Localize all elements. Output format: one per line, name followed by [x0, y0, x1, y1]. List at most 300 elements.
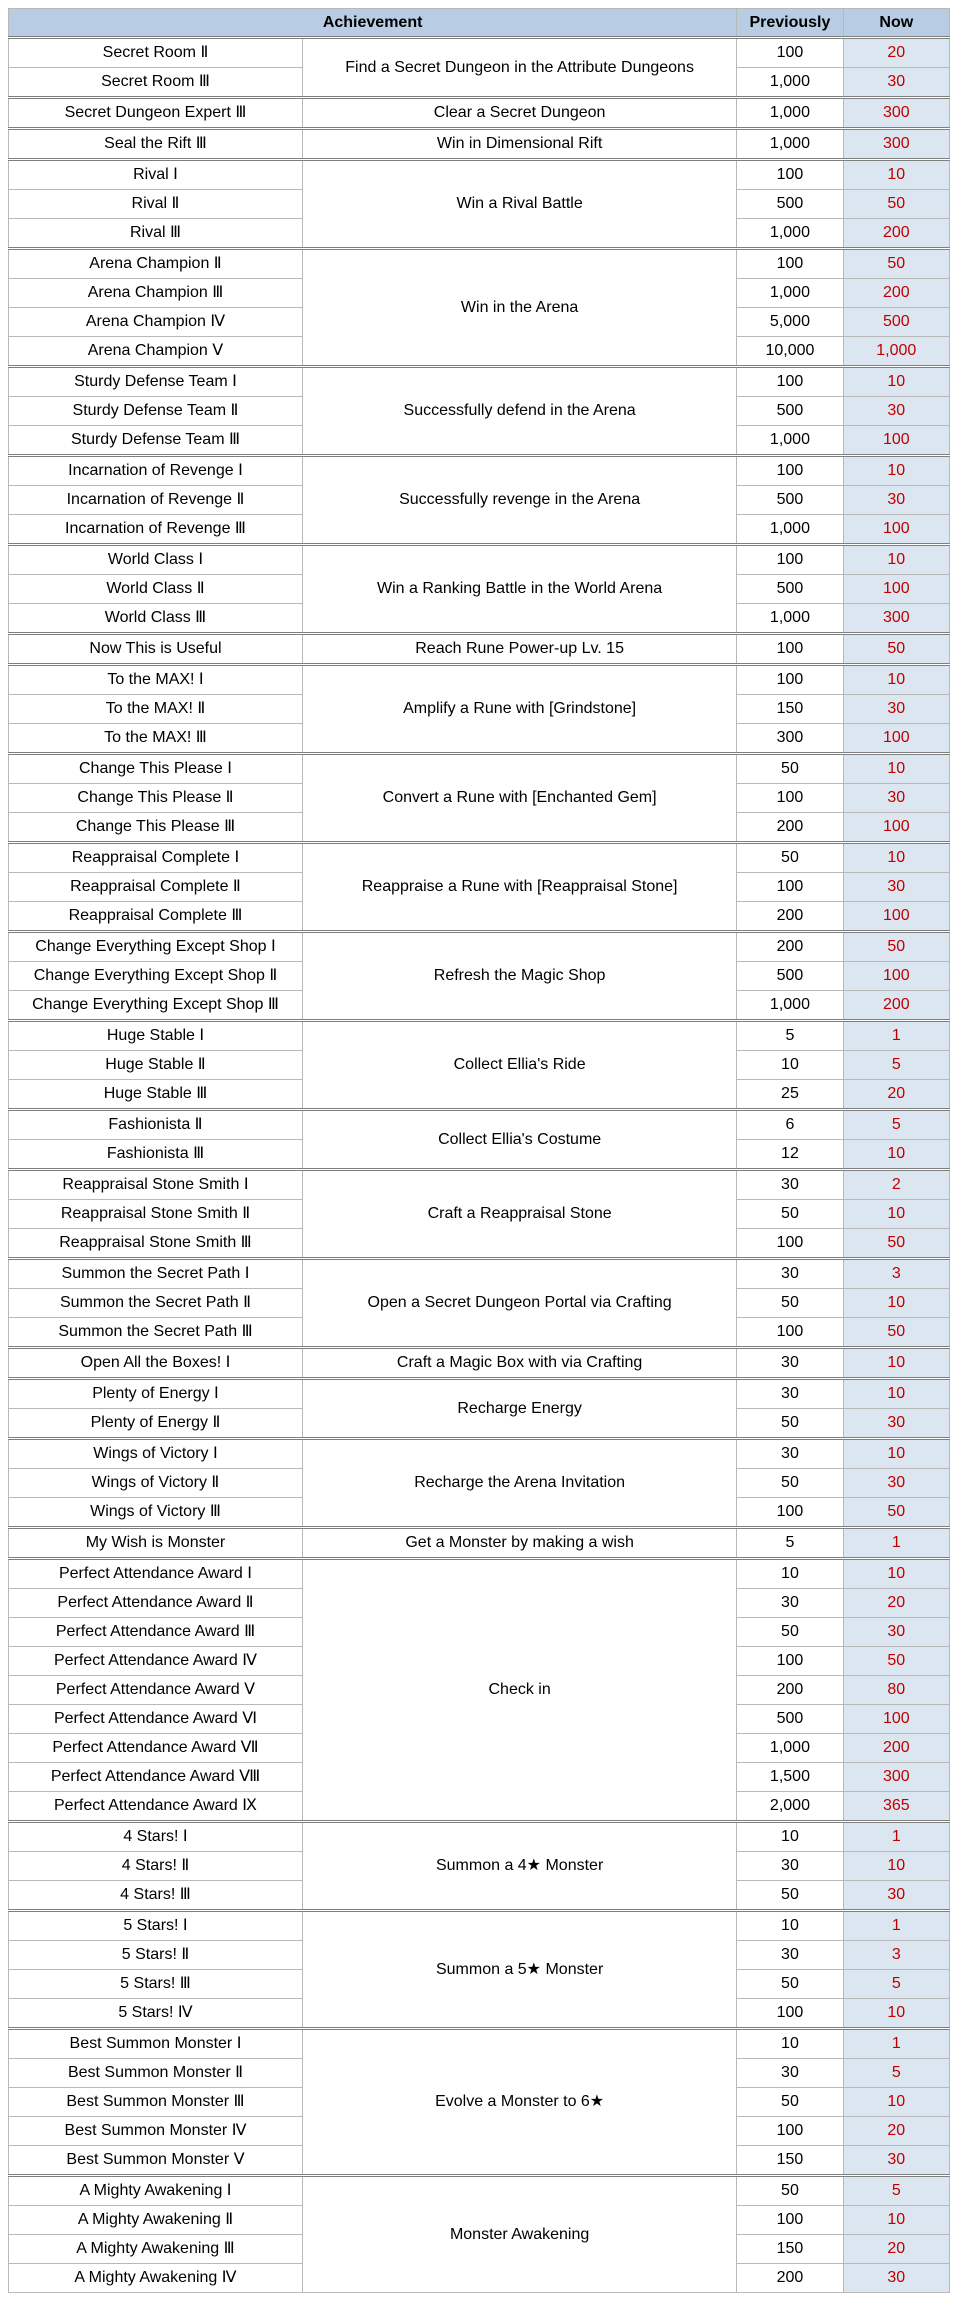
- now-value: 30: [843, 784, 949, 813]
- achievement-condition: Open a Secret Dungeon Portal via Crafting: [302, 1259, 736, 1348]
- now-value: 1: [843, 1822, 949, 1852]
- previous-value: 30: [737, 1589, 843, 1618]
- previous-value: 100: [737, 2206, 843, 2235]
- achievement-name: Best Summon Monster Ⅲ: [9, 2088, 303, 2117]
- previous-value: 30: [737, 1941, 843, 1970]
- table-row: [9, 1379, 950, 1409]
- achievement-group: [9, 1379, 950, 1439]
- previous-value: 10: [737, 1822, 843, 1852]
- achievement-condition: Clear a Secret Dungeon: [302, 98, 736, 129]
- previous-value: 1,000: [737, 279, 843, 308]
- achievement-name: Perfect Attendance Award Ⅵ: [9, 1705, 303, 1734]
- now-value: 80: [843, 1676, 949, 1705]
- now-value: 10: [843, 1439, 949, 1469]
- now-value: 30: [843, 873, 949, 902]
- previous-value: 1,000: [737, 98, 843, 129]
- now-value: 200: [843, 991, 949, 1021]
- table-row: [9, 1021, 950, 1051]
- achievement-name: Arena Champion Ⅱ: [9, 249, 303, 279]
- achievement-name: Reappraisal Complete Ⅱ: [9, 873, 303, 902]
- previous-value: 50: [737, 843, 843, 873]
- achievement-group: [9, 367, 950, 456]
- now-value: 30: [843, 1469, 949, 1498]
- achievement-group: [9, 1439, 950, 1528]
- now-value: 300: [843, 98, 949, 129]
- achievement-group: [9, 2176, 950, 2293]
- previous-value: 100: [737, 545, 843, 575]
- achievement-name: A Mighty Awakening Ⅳ: [9, 2264, 303, 2293]
- now-value: 30: [843, 1409, 949, 1439]
- now-value: 10: [843, 1140, 949, 1170]
- now-value: 20: [843, 2117, 949, 2146]
- now-value: 10: [843, 456, 949, 486]
- achievement-condition: Collect Ellia's Costume: [302, 1110, 736, 1170]
- previous-value: 500: [737, 1705, 843, 1734]
- now-value: 50: [843, 1498, 949, 1528]
- previous-value: 500: [737, 962, 843, 991]
- previous-value: 100: [737, 160, 843, 190]
- achievement-name: Seal the Rift Ⅲ: [9, 129, 303, 160]
- table-row: [9, 843, 950, 873]
- now-value: 30: [843, 1618, 949, 1647]
- previous-value: 30: [737, 1439, 843, 1469]
- table-row: [9, 1822, 950, 1852]
- achievement-condition: Win in Dimensional Rift: [302, 129, 736, 160]
- now-value: 100: [843, 902, 949, 932]
- now-value: 100: [843, 962, 949, 991]
- achievement-name: My Wish is Monster: [9, 1528, 303, 1559]
- previous-value: 100: [737, 367, 843, 397]
- table-row: [9, 932, 950, 962]
- achievement-name: Incarnation of Revenge Ⅰ: [9, 456, 303, 486]
- achievement-name: Best Summon Monster Ⅱ: [9, 2059, 303, 2088]
- achievement-group: [9, 1528, 950, 1559]
- achievement-group: [9, 1259, 950, 1348]
- achievement-name: Summon the Secret Path Ⅰ: [9, 1259, 303, 1289]
- now-value: 10: [843, 1348, 949, 1379]
- now-value: 200: [843, 1734, 949, 1763]
- previous-value: 5: [737, 1528, 843, 1559]
- achievement-condition: Win a Ranking Battle in the World Arena: [302, 545, 736, 634]
- now-value: 300: [843, 1763, 949, 1792]
- achievement-name: Secret Room Ⅲ: [9, 68, 303, 98]
- table-row: [9, 38, 950, 68]
- achievement-condition: Monster Awakening: [302, 2176, 736, 2293]
- previous-value: 10,000: [737, 337, 843, 367]
- achievement-group: [9, 754, 950, 843]
- previous-value: 1,000: [737, 129, 843, 160]
- previous-value: 50: [737, 1618, 843, 1647]
- now-value: 50: [843, 1229, 949, 1259]
- achievement-name: Fashionista Ⅲ: [9, 1140, 303, 1170]
- previous-value: 100: [737, 2117, 843, 2146]
- previous-value: 100: [737, 1229, 843, 1259]
- previous-value: 150: [737, 695, 843, 724]
- achievement-name: Change This Please Ⅰ: [9, 754, 303, 784]
- previous-value: 50: [737, 2176, 843, 2206]
- table-row: [9, 1528, 950, 1559]
- achievement-name: Rival Ⅱ: [9, 190, 303, 219]
- achievement-condition: Successfully defend in the Arena: [302, 367, 736, 456]
- now-value: 10: [843, 2088, 949, 2117]
- achievement-group: [9, 545, 950, 634]
- achievement-condition: Refresh the Magic Shop: [302, 932, 736, 1021]
- achievement-name: Huge Stable Ⅱ: [9, 1051, 303, 1080]
- achievement-name: Perfect Attendance Award Ⅸ: [9, 1792, 303, 1822]
- achievement-name: Rival Ⅰ: [9, 160, 303, 190]
- table-row: [9, 1259, 950, 1289]
- previous-value: 5: [737, 1021, 843, 1051]
- achievement-name: Open All the Boxes! Ⅰ: [9, 1348, 303, 1379]
- now-value: 100: [843, 515, 949, 545]
- achievement-condition: Collect Ellia's Ride: [302, 1021, 736, 1110]
- now-value: 1: [843, 2029, 949, 2059]
- achievement-name: 5 Stars! Ⅰ: [9, 1911, 303, 1941]
- achievement-group: [9, 1822, 950, 1911]
- now-value: 30: [843, 68, 949, 98]
- now-value: 10: [843, 1559, 949, 1589]
- achievement-name: 5 Stars! Ⅱ: [9, 1941, 303, 1970]
- table-row: [9, 2029, 950, 2059]
- now-value: 20: [843, 1080, 949, 1110]
- achievement-condition: Craft a Reappraisal Stone: [302, 1170, 736, 1259]
- table-row: [9, 1559, 950, 1589]
- table-row: [9, 129, 950, 160]
- achievement-name: Change Everything Except Shop Ⅰ: [9, 932, 303, 962]
- achievement-name: Reappraisal Stone Smith Ⅱ: [9, 1200, 303, 1229]
- previous-value: 10: [737, 1559, 843, 1589]
- now-value: 50: [843, 249, 949, 279]
- achievement-name: Secret Room Ⅱ: [9, 38, 303, 68]
- table-row: [9, 634, 950, 665]
- achievement-group: [9, 249, 950, 367]
- now-value: 100: [843, 813, 949, 843]
- previous-value: 100: [737, 38, 843, 68]
- now-value: 300: [843, 129, 949, 160]
- previous-value: 1,000: [737, 1734, 843, 1763]
- achievement-name: World Class Ⅱ: [9, 575, 303, 604]
- previous-value: 200: [737, 813, 843, 843]
- now-value: 3: [843, 1259, 949, 1289]
- header-previously: Previously: [737, 9, 843, 38]
- table-row: [9, 1110, 950, 1140]
- now-value: 30: [843, 486, 949, 515]
- achievement-name: 5 Stars! Ⅲ: [9, 1970, 303, 1999]
- achievement-group: [9, 665, 950, 754]
- now-value: 30: [843, 2146, 949, 2176]
- table-header: [9, 9, 950, 38]
- now-value: 1,000: [843, 337, 949, 367]
- now-value: 10: [843, 843, 949, 873]
- achievement-name: Huge Stable Ⅰ: [9, 1021, 303, 1051]
- previous-value: 6: [737, 1110, 843, 1140]
- achievement-name: Wings of Victory Ⅱ: [9, 1469, 303, 1498]
- previous-value: 200: [737, 2264, 843, 2293]
- previous-value: 1,000: [737, 219, 843, 249]
- now-value: 100: [843, 575, 949, 604]
- achievement-group: [9, 1170, 950, 1259]
- previous-value: 30: [737, 1852, 843, 1881]
- achievement-condition: Reach Rune Power-up Lv. 15: [302, 634, 736, 665]
- achievement-name: World Class Ⅲ: [9, 604, 303, 634]
- now-value: 20: [843, 1589, 949, 1618]
- achievement-name: Best Summon Monster Ⅴ: [9, 2146, 303, 2176]
- achievement-group: [9, 843, 950, 932]
- previous-value: 100: [737, 249, 843, 279]
- previous-value: 2,000: [737, 1792, 843, 1822]
- previous-value: 50: [737, 754, 843, 784]
- achievement-name: Best Summon Monster Ⅳ: [9, 2117, 303, 2146]
- achievement-condition: Successfully revenge in the Arena: [302, 456, 736, 545]
- previous-value: 30: [737, 1348, 843, 1379]
- achievement-name: A Mighty Awakening Ⅰ: [9, 2176, 303, 2206]
- previous-value: 100: [737, 1999, 843, 2029]
- previous-value: 30: [737, 1170, 843, 1200]
- table-row: [9, 160, 950, 190]
- achievement-condition: Recharge the Arena Invitation: [302, 1439, 736, 1528]
- now-value: 50: [843, 1318, 949, 1348]
- previous-value: 50: [737, 1289, 843, 1318]
- now-value: 10: [843, 1200, 949, 1229]
- achievement-name: Sturdy Defense Team Ⅲ: [9, 426, 303, 456]
- now-value: 30: [843, 1881, 949, 1911]
- now-value: 1: [843, 1528, 949, 1559]
- now-value: 10: [843, 1999, 949, 2029]
- achievement-name: Rival Ⅲ: [9, 219, 303, 249]
- achievement-group: [9, 2029, 950, 2176]
- achievement-name: Summon the Secret Path Ⅲ: [9, 1318, 303, 1348]
- achievement-name: Perfect Attendance Award Ⅳ: [9, 1647, 303, 1676]
- previous-value: 150: [737, 2146, 843, 2176]
- achievement-group: [9, 160, 950, 249]
- achievement-name: Best Summon Monster Ⅰ: [9, 2029, 303, 2059]
- previous-value: 100: [737, 1498, 843, 1528]
- achievement-name: To the MAX! Ⅰ: [9, 665, 303, 695]
- previous-value: 100: [737, 456, 843, 486]
- achievement-name: Incarnation of Revenge Ⅲ: [9, 515, 303, 545]
- achievement-group: [9, 456, 950, 545]
- achievement-name: Plenty of Energy Ⅱ: [9, 1409, 303, 1439]
- achievement-group: [9, 1559, 950, 1822]
- previous-value: 200: [737, 1676, 843, 1705]
- achievement-condition: Check in: [302, 1559, 736, 1822]
- previous-value: 50: [737, 1469, 843, 1498]
- achievement-name: Arena Champion Ⅳ: [9, 308, 303, 337]
- now-value: 5: [843, 2059, 949, 2088]
- achievement-group: [9, 98, 950, 129]
- achievement-name: Summon the Secret Path Ⅱ: [9, 1289, 303, 1318]
- now-value: 20: [843, 2235, 949, 2264]
- now-value: 10: [843, 1289, 949, 1318]
- previous-value: 25: [737, 1080, 843, 1110]
- achievement-name: A Mighty Awakening Ⅲ: [9, 2235, 303, 2264]
- achievement-name: To the MAX! Ⅱ: [9, 695, 303, 724]
- achievement-name: Change This Please Ⅱ: [9, 784, 303, 813]
- achievement-name: Perfect Attendance Award Ⅷ: [9, 1763, 303, 1792]
- table-row: [9, 249, 950, 279]
- achievement-name: Plenty of Energy Ⅰ: [9, 1379, 303, 1409]
- achievement-name: To the MAX! Ⅲ: [9, 724, 303, 754]
- achievement-name: World Class Ⅰ: [9, 545, 303, 575]
- achievement-name: Change Everything Except Shop Ⅱ: [9, 962, 303, 991]
- achievement-name: Huge Stable Ⅲ: [9, 1080, 303, 1110]
- previous-value: 50: [737, 1409, 843, 1439]
- achievement-group: [9, 1021, 950, 1110]
- now-value: 20: [843, 38, 949, 68]
- previous-value: 500: [737, 190, 843, 219]
- previous-value: 100: [737, 634, 843, 665]
- previous-value: 300: [737, 724, 843, 754]
- now-value: 100: [843, 1705, 949, 1734]
- now-value: 100: [843, 426, 949, 456]
- previous-value: 1,000: [737, 991, 843, 1021]
- achievement-name: Perfect Attendance Award Ⅴ: [9, 1676, 303, 1705]
- previous-value: 50: [737, 1881, 843, 1911]
- table-row: [9, 665, 950, 695]
- now-value: 1: [843, 1021, 949, 1051]
- previous-value: 100: [737, 1318, 843, 1348]
- achievement-name: Wings of Victory Ⅰ: [9, 1439, 303, 1469]
- header-now: Now: [843, 9, 949, 38]
- achievement-name: Wings of Victory Ⅲ: [9, 1498, 303, 1528]
- now-value: 10: [843, 1852, 949, 1881]
- previous-value: 500: [737, 575, 843, 604]
- achievement-name: Arena Champion Ⅴ: [9, 337, 303, 367]
- now-value: 5: [843, 2176, 949, 2206]
- now-value: 10: [843, 754, 949, 784]
- achievement-condition: Recharge Energy: [302, 1379, 736, 1439]
- achievement-group: [9, 1348, 950, 1379]
- previous-value: 100: [737, 784, 843, 813]
- now-value: 5: [843, 1110, 949, 1140]
- achievement-table: [8, 8, 950, 2293]
- table-row: [9, 456, 950, 486]
- achievement-group: [9, 932, 950, 1021]
- now-value: 300: [843, 604, 949, 634]
- achievement-group: [9, 1110, 950, 1170]
- table-row: [9, 1170, 950, 1200]
- table-row: [9, 545, 950, 575]
- now-value: 10: [843, 665, 949, 695]
- previous-value: 1,000: [737, 604, 843, 634]
- achievement-name: 4 Stars! Ⅱ: [9, 1852, 303, 1881]
- previous-value: 1,000: [737, 515, 843, 545]
- now-value: 5: [843, 1970, 949, 1999]
- previous-value: 500: [737, 397, 843, 426]
- table-row: [9, 2176, 950, 2206]
- achievement-name: Reappraisal Stone Smith Ⅲ: [9, 1229, 303, 1259]
- achievement-condition: Win in the Arena: [302, 249, 736, 367]
- now-value: 2: [843, 1170, 949, 1200]
- previous-value: 1,500: [737, 1763, 843, 1792]
- previous-value: 30: [737, 1379, 843, 1409]
- now-value: 30: [843, 397, 949, 426]
- now-value: 50: [843, 1647, 949, 1676]
- achievement-name: 5 Stars! Ⅳ: [9, 1999, 303, 2029]
- achievement-condition: Summon a 5★ Monster: [302, 1911, 736, 2029]
- achievement-condition: Convert a Rune with [Enchanted Gem]: [302, 754, 736, 843]
- now-value: 10: [843, 160, 949, 190]
- previous-value: 100: [737, 1647, 843, 1676]
- achievement-name: Incarnation of Revenge Ⅱ: [9, 486, 303, 515]
- achievement-condition: Evolve a Monster to 6★: [302, 2029, 736, 2176]
- previous-value: 50: [737, 2088, 843, 2117]
- now-value: 5: [843, 1051, 949, 1080]
- achievement-name: 4 Stars! Ⅰ: [9, 1822, 303, 1852]
- achievement-condition: Amplify a Rune with [Grindstone]: [302, 665, 736, 754]
- previous-value: 1,000: [737, 68, 843, 98]
- previous-value: 200: [737, 932, 843, 962]
- previous-value: 30: [737, 1259, 843, 1289]
- table-row: [9, 1439, 950, 1469]
- previous-value: 10: [737, 2029, 843, 2059]
- table-row: [9, 367, 950, 397]
- now-value: 10: [843, 2206, 949, 2235]
- achievement-group: [9, 634, 950, 665]
- now-value: 365: [843, 1792, 949, 1822]
- previous-value: 150: [737, 2235, 843, 2264]
- header-row: [9, 9, 950, 38]
- table-row: [9, 754, 950, 784]
- now-value: 30: [843, 695, 949, 724]
- now-value: 200: [843, 279, 949, 308]
- achievement-name: Secret Dungeon Expert Ⅲ: [9, 98, 303, 129]
- achievement-name: Reappraisal Complete Ⅰ: [9, 843, 303, 873]
- now-value: 50: [843, 634, 949, 665]
- now-value: 50: [843, 932, 949, 962]
- achievement-name: Perfect Attendance Award Ⅲ: [9, 1618, 303, 1647]
- previous-value: 200: [737, 902, 843, 932]
- achievement-condition: Craft a Magic Box with via Crafting: [302, 1348, 736, 1379]
- now-value: 50: [843, 190, 949, 219]
- achievement-name: 4 Stars! Ⅲ: [9, 1881, 303, 1911]
- previous-value: 12: [737, 1140, 843, 1170]
- achievement-name: Sturdy Defense Team Ⅱ: [9, 397, 303, 426]
- achievement-group: [9, 1911, 950, 2029]
- achievement-name: Perfect Attendance Award Ⅶ: [9, 1734, 303, 1763]
- achievement-condition: Find a Secret Dungeon in the Attribute Dungeons: [302, 38, 736, 98]
- achievement-name: Arena Champion Ⅲ: [9, 279, 303, 308]
- now-value: 3: [843, 1941, 949, 1970]
- previous-value: 500: [737, 486, 843, 515]
- achievement-name: Reappraisal Stone Smith Ⅰ: [9, 1170, 303, 1200]
- achievement-name: Now This is Useful: [9, 634, 303, 665]
- achievement-name: A Mighty Awakening Ⅱ: [9, 2206, 303, 2235]
- previous-value: 1,000: [737, 426, 843, 456]
- achievement-group: [9, 38, 950, 98]
- previous-value: 5,000: [737, 308, 843, 337]
- previous-value: 50: [737, 1970, 843, 1999]
- achievement-name: Change Everything Except Shop Ⅲ: [9, 991, 303, 1021]
- achievement-name: Change This Please Ⅲ: [9, 813, 303, 843]
- previous-value: 50: [737, 1200, 843, 1229]
- achievement-name: Sturdy Defense Team Ⅰ: [9, 367, 303, 397]
- header-achievement: Achievement: [9, 9, 737, 38]
- now-value: 10: [843, 367, 949, 397]
- achievement-condition: Reappraise a Rune with [Reappraisal Stone]: [302, 843, 736, 932]
- now-value: 10: [843, 545, 949, 575]
- now-value: 200: [843, 219, 949, 249]
- now-value: 10: [843, 1379, 949, 1409]
- previous-value: 10: [737, 1911, 843, 1941]
- table-row: [9, 1348, 950, 1379]
- achievement-name: Perfect Attendance Award Ⅰ: [9, 1559, 303, 1589]
- achievement-condition: Summon a 4★ Monster: [302, 1822, 736, 1911]
- table-row: [9, 98, 950, 129]
- achievement-condition: Win a Rival Battle: [302, 160, 736, 249]
- now-value: 100: [843, 724, 949, 754]
- previous-value: 30: [737, 2059, 843, 2088]
